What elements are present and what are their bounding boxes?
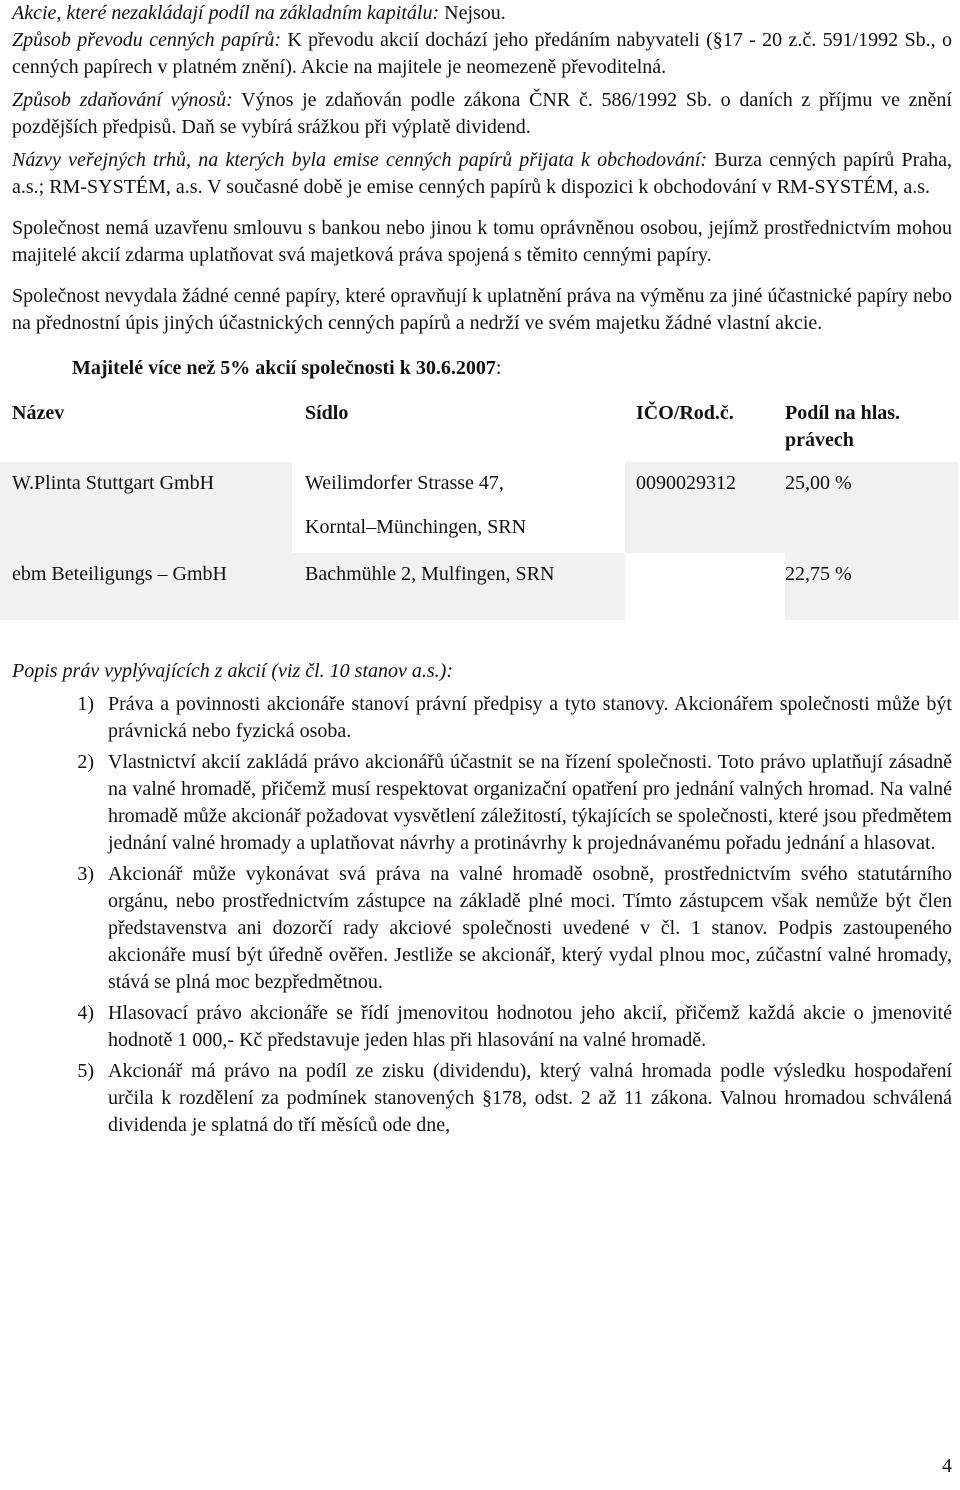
document-page xyxy=(12,0,952,1139)
owner-name: W.Plinta Stuttgart GmbH xyxy=(12,462,292,553)
rights-heading: Popis práv vyplývajících z akcií (viz čl. 10 stanov a.s.): xyxy=(12,660,453,682)
owner-seat xyxy=(292,462,625,553)
public-markets-paragraph xyxy=(12,147,952,201)
owner-ico: 0090029312 xyxy=(625,462,785,553)
col-header-share: Podíl na hlas. právech xyxy=(785,402,901,451)
public-markets-label: Názvy veřejných trhů, na kterých byla emise cenných papírů přijata k obchodování: xyxy=(12,149,708,171)
owner-seat-line2: Korntal–Münchingen, SRN xyxy=(305,516,527,538)
page-number: 4 xyxy=(942,1455,952,1477)
bank-contract-paragraph: Společnost nemá uzavřenu smlouvu s bankou nebo jinou k tomu oprávněnou osobou, jejímž prostřednictvím mohou majitelé akcií zdarma uplatňovat svá majetková práva spojená s těmito cennými papíry. xyxy=(12,217,952,266)
rights-list xyxy=(12,691,952,1139)
list-item-text: Hlasovací právo akcionáře se řídí jmenovitou hodnotou jeho akcií, přičemž každá akcie o jmenovité hodnotě 1 000,- Kč představuje jeden hlas při hlasování na valné hromadě. xyxy=(108,1002,952,1051)
owners-table xyxy=(0,400,958,620)
list-item-text: Akcionář má právo na podíl ze zisku (dividendu), který valná hromada podle výsledku hospodaření určila k rozdělení za podmínek stanovených §178, odst. 2 až 11 zákona. Valnou hromadou schválená dividenda je splatná do tří měsíců ode dne, xyxy=(108,1060,952,1136)
owner-name: ebm Beteiligungs – GmbH xyxy=(12,553,292,620)
col-header-name: Název xyxy=(12,402,65,424)
list-item-number: 4) xyxy=(77,1002,94,1024)
taxation-label: Způsob zdaňování výnosů: xyxy=(12,89,233,111)
transfer-method-label: Způsob převodu cenných papírů: xyxy=(12,29,282,51)
public-markets-value: Burza cenných papírů Praha, a.s.; RM-SYSTÉM, a.s. V současné době je emise cenných papírů k dispozici k obchodování v RM-SYSTÉM, a.s. xyxy=(12,149,953,198)
owners-heading-colon: : xyxy=(495,357,502,379)
list-item xyxy=(12,861,952,996)
transfer-method-value: K převodu akcií dochází jeho předáním nabyvateli (§17 - 20 z.č. 591/1992 Sb., o cenných papírech v platném znění). Akcie na majitele je neomezeně převoditelná. xyxy=(12,29,952,78)
owner-share: 25,00 % xyxy=(785,462,958,553)
owners-table-header xyxy=(0,400,958,454)
list-item xyxy=(12,1000,952,1054)
list-item-text: Vlastnictví akcií zakládá právo akcionářů účastnit se na řízení společnosti. Toto právo uplatňují zásadně na valné hromadě, přičemž musí respektovat organizační opatření pro jednání valných hromad. Na valné hromadě může akcionář požadovat vysvětlení záležitostí, týkajících se společnosti, které jsou předmětem jednání valné hromady a uplatňovat návrhy a protinávrhy k projednávanému pořadu jednání a hlasovat. xyxy=(108,751,952,854)
list-item-number: 2) xyxy=(77,751,94,773)
owners-heading xyxy=(72,355,952,382)
owners-heading-text: Majitelé více než 5% akcií společnosti k 30.6.2007 xyxy=(72,357,496,379)
transfer-method-paragraph xyxy=(12,27,952,81)
owner-seat-line1: Weilimdorfer Strasse 47, xyxy=(305,472,504,494)
list-item xyxy=(12,749,952,857)
list-item-text: Práva a povinnosti akcionáře stanoví právní předpisy a tyto stanovy. Akcionářem společnosti může být právnická nebo fyzická osoba. xyxy=(108,693,952,742)
col-header-ico: IČO/Rod.č. xyxy=(636,402,734,424)
non-capital-shares-value: Nejsou. xyxy=(439,2,506,24)
list-item xyxy=(12,691,952,745)
list-item xyxy=(12,1058,952,1139)
taxation-value: Výnos je zdaňován podle zákona ČNR č. 586/1992 Sb. o daních z příjmu ve znění pozdějších předpisů. Daň se vybírá srážkou při výplatě dividend. xyxy=(12,89,952,138)
securities-paragraph: Společnost nevydala žádné cenné papíry, které opravňují k uplatnění práva na výměnu za jiné účastnické papíry nebo na přednostní úpis jiných účastnických cenných papírů a nedrží ve svém majetku žádné vlastní akcie. xyxy=(12,285,952,334)
list-item-number: 1) xyxy=(77,693,94,715)
non-capital-shares-line xyxy=(12,0,952,27)
list-item-text: Akcionář může vykonávat svá práva na valné hromadě osobně, prostřednictvím svého statutárního orgánu, nebo prostřednictvím zástupce na základě plné moci. Tímto zástupcem však nemůže být člen představenstva ani dozorčí rady akciové společnosti uvedené v čl. 1 stanov. Podpis zastoupeného akcionáře musí být úředně ověřen. Jestliže se akcionář, který vydal plnou moc, zúčastní valné hromady, stává se plná moc bezpředmětnou. xyxy=(108,863,952,993)
owner-share: 22,75 % xyxy=(785,553,958,620)
taxation-paragraph xyxy=(12,87,952,141)
list-item-number: 5) xyxy=(77,1060,94,1082)
non-capital-shares-label: Akcie, které nezakládají podíl na základním kapitálu: xyxy=(12,2,440,24)
table-row xyxy=(0,553,958,620)
list-item-number: 3) xyxy=(77,863,94,885)
table-row xyxy=(0,462,958,553)
col-header-seat: Sídlo xyxy=(305,402,349,424)
owner-seat: Bachmühle 2, Mulfingen, SRN xyxy=(292,553,625,620)
owner-ico xyxy=(625,553,785,620)
